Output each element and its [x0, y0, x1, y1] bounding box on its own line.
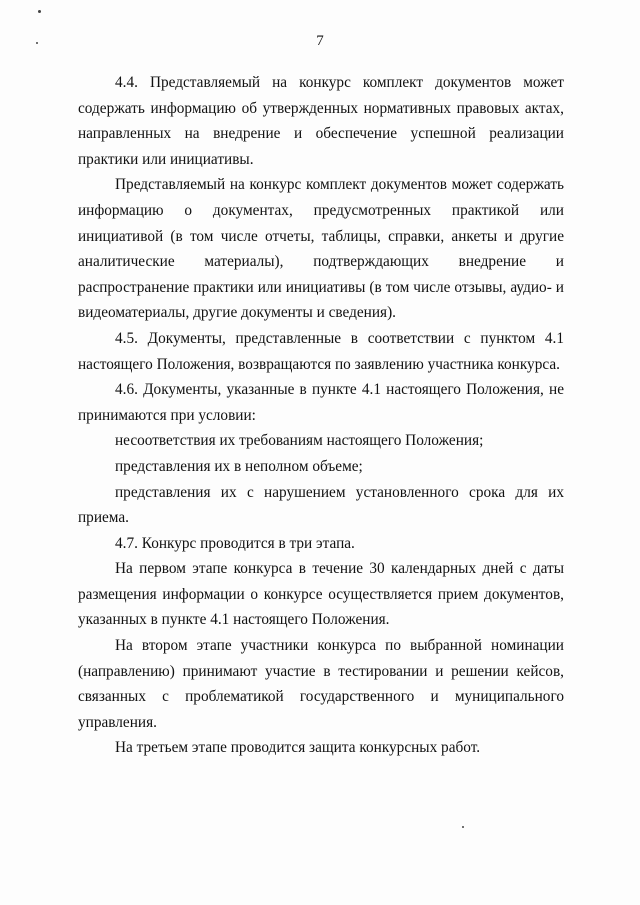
paragraph-stage-2: На втором этапе участники конкурса по выбранной номинации (направлению) принимают участие в тестировании и решении кейсов, связанных с проблематикой государственного и муниципального управления.: [78, 637, 564, 731]
paragraph-4-5: 4.5. Документы, представленные в соответствии с пунктом 4.1 настоящего Положения, возвращаются по заявлению участника конкурса.: [78, 329, 564, 373]
condition-item-1: несоответствия их требованиям настоящего Положения;: [115, 432, 484, 450]
paragraph-document-set: Представляемый на конкурс комплект документов может содержать информацию о документах, предусмотренных практикой или инициативой (в том числе отчеты, таблицы, справки, анкеты и другие аналитические материалы), подтверждающих внедрение и распространение практики или инициативы (в том числе отзывы, аудио- и видеоматериалы, другие документы и сведения).: [78, 176, 564, 322]
document-body: [78, 70, 564, 761]
paragraph-stage-1: На первом этапе конкурса в течение 30 календарных дней с даты размещения информации о конкурсе осуществляется прием документов, указанных в пункте 4.1 настоящего Положения.: [78, 560, 564, 629]
paragraph-4-7: 4.7. Конкурс проводится в три этапа.: [115, 534, 355, 552]
condition-item-2: представления их в неполном объеме;: [115, 457, 363, 475]
paragraph-stage-3: На третьем этапе проводится защита конкурсных работ.: [115, 739, 481, 757]
paragraph-4-6: 4.6. Документы, указанные в пункте 4.1 настоящего Положения, не принимаются при условии:: [78, 381, 564, 424]
condition-item-3: представления их с нарушением установленного срока для их приема.: [78, 483, 564, 527]
scan-speck: [462, 826, 464, 828]
page-number: 7: [316, 33, 324, 49]
scan-speck: [38, 10, 41, 13]
paragraph-4-4: 4.4. Представляемый на конкурс комплект документов может содержать информацию об утвержденных нормативных правовых актах, направленных на внедрение и обеспечение успешной реализации практики или инициативы.: [78, 74, 564, 168]
